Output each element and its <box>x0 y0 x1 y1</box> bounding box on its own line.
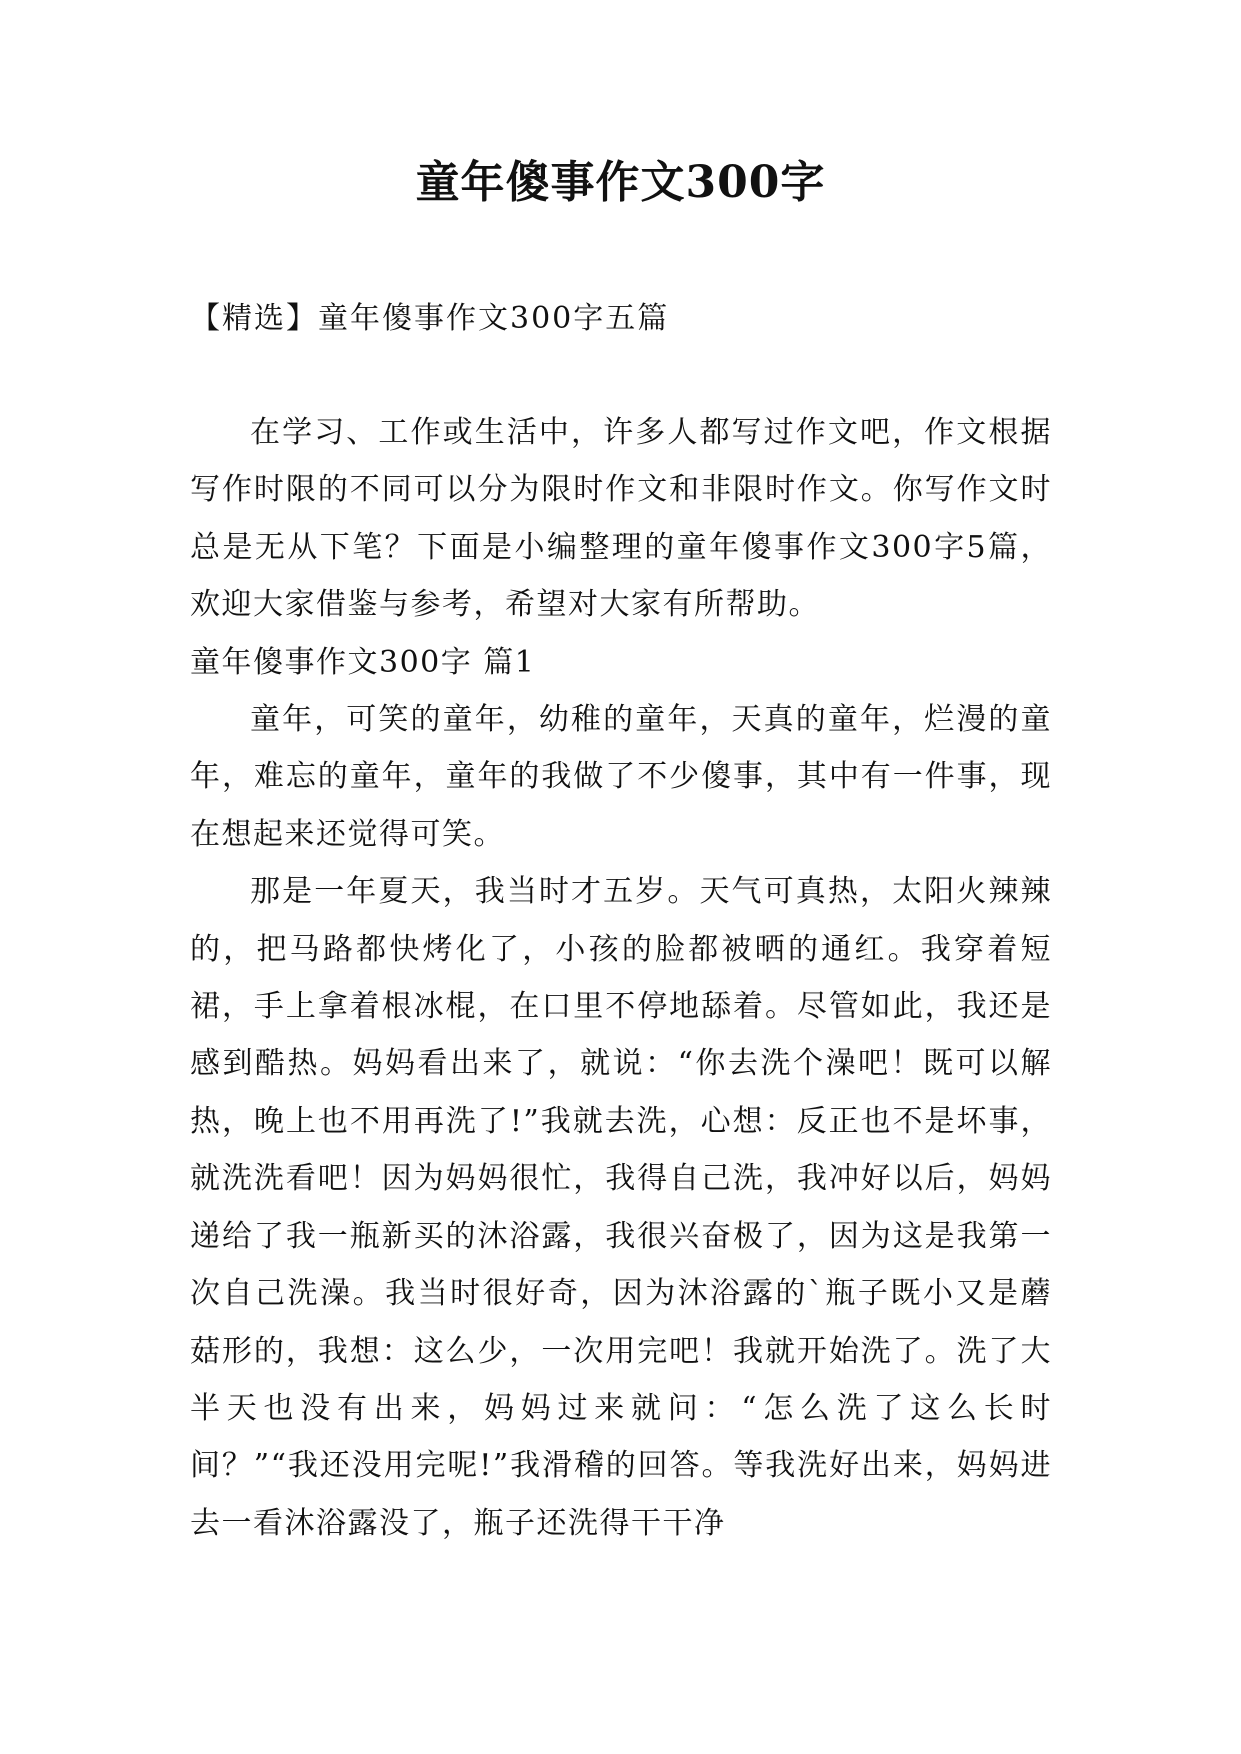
section-heading: 童年傻事作文300字 篇1 <box>190 644 536 680</box>
document-body <box>190 404 1052 1552</box>
document-title: 童年傻事作文300字 <box>415 157 826 208</box>
document-subtitle: 【精选】童年傻事作文300字五篇 <box>190 301 670 336</box>
intro-paragraph: 在学习、工作或生活中，许多人都写过作文吧，作文根据写作时限的不同可以分为限时作文和非限时作文。你写作文时总是无从下笔？下面是小编整理的童年傻事作文300字5篇，欢迎大家借鉴与参考，希望对大家有所帮助。 <box>190 415 1052 623</box>
body-paragraph: 那是一年夏天，我当时才五岁。天气可真热，太阳火辣辣的，把马路都快烤化了，小孩的脸都被晒的通红。我穿着短裙，手上拿着根冰棍，在口里不停地舔着。尽管如此，我还是感到酷热。妈妈看出来了，就说：“你去洗个澡吧！既可以解热，晚上也不用再洗了!”我就去洗，心想：反正也不是坏事，就洗洗看吧！因为妈妈很忙，我得自己洗，我冲好以后，妈妈递给了我一瓶新买的沐浴露，我很兴奋极了，因为这是我第一次自己洗澡。我当时很好奇，因为沐浴露的`瓶子既小又是蘑菇形的，我想：这么少，一次用完吧！我就开始洗了。洗了大半天也没有出来，妈妈过来就问：“怎么洗了这么长时间？”“我还没用完呢!”我滑稽的回答。等我洗好出来，妈妈进去一看沐浴露没了，瓶子还洗得干干净 <box>190 874 1052 1541</box>
body-paragraph: 童年，可笑的童年，幼稚的童年，天真的童年，烂漫的童年，难忘的童年，童年的我做了不少傻事，其中有一件事，现在想起来还觉得可笑。 <box>190 702 1052 852</box>
